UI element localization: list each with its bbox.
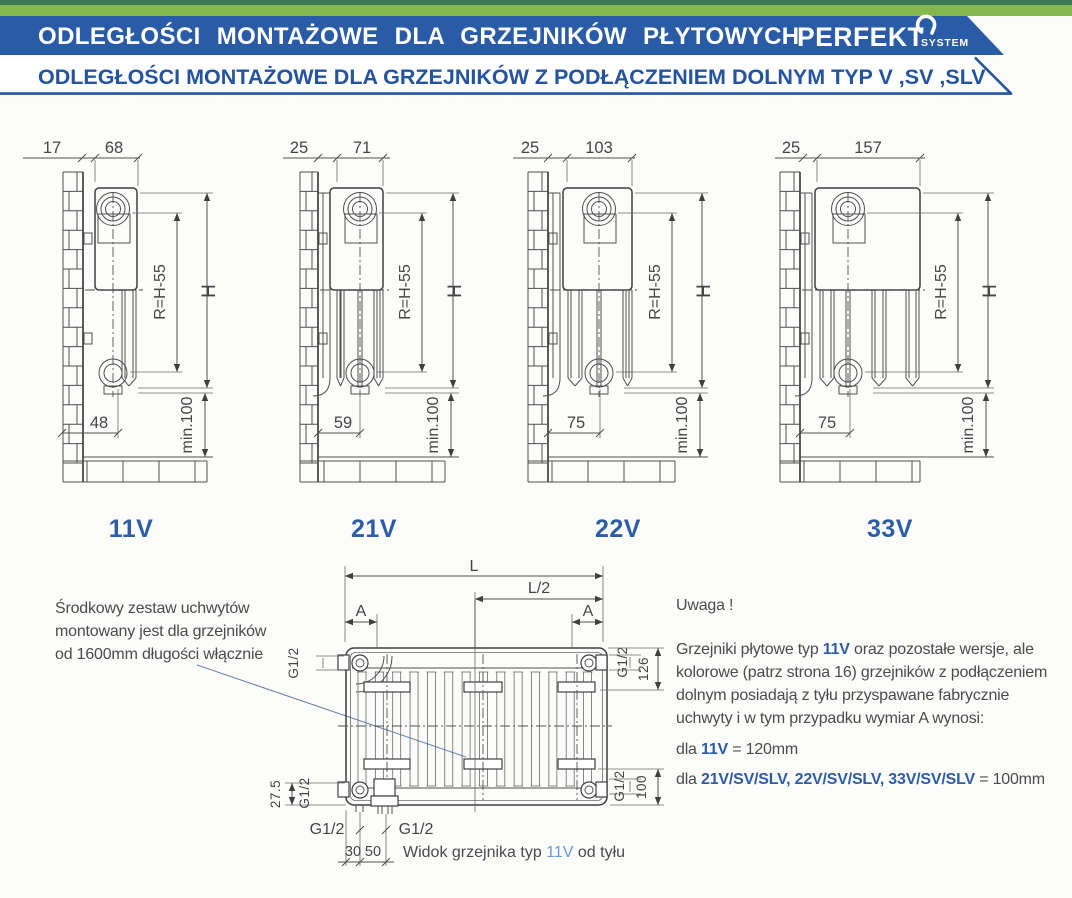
- dim-label: min.100: [179, 396, 196, 454]
- dimension-a-rule: [676, 768, 1068, 791]
- note-text: = 100mm: [974, 771, 1045, 788]
- dim-label: 25: [289, 139, 309, 157]
- dim-label: 25: [781, 139, 801, 157]
- note-paragraph-line: uchwyty i w tym przypadku wymiar A wynosi:: [676, 710, 985, 727]
- note-text: dla: [676, 771, 701, 788]
- rear-caption-type: 11V: [546, 844, 574, 861]
- dim-label: L: [469, 558, 479, 575]
- note-left-line: montowany jest dla grzejników: [55, 623, 267, 640]
- dim-label: 68: [104, 139, 124, 157]
- brand-logo: PERFEKT: [797, 22, 925, 52]
- dim-label: 103: [585, 139, 613, 157]
- dim-label: G1/2: [297, 777, 312, 809]
- dim-label: R=H-55: [647, 264, 664, 320]
- type-label: 22V: [595, 515, 641, 543]
- side-view-diagram-3: [775, 139, 1001, 543]
- dim-label: G1/2: [612, 770, 627, 802]
- dim-label: R=H-55: [152, 264, 169, 320]
- note-paragraph-line: kolorowe (patrz strona 16) grzejników z podłączeniem: [676, 664, 1048, 681]
- note-paragraph-line: [676, 638, 1068, 661]
- note-right: [676, 594, 1068, 791]
- dim-label: A: [355, 603, 367, 620]
- dim-label: 25: [520, 139, 540, 157]
- side-view-diagram-0: [23, 139, 220, 543]
- dim-label: G1/2: [615, 646, 630, 678]
- rear-caption: [403, 844, 625, 861]
- dim-label: R=H-55: [397, 264, 414, 320]
- dim-label: 100: [634, 774, 649, 800]
- type-highlight: 21V/SV/SLV, 22V/SV/SLV, 33V/SV/SLV: [701, 771, 975, 788]
- dim-label: 59: [333, 414, 353, 432]
- dim-label: 126: [636, 656, 651, 682]
- dim-label: 27.5: [268, 779, 283, 809]
- type-highlight: 11V: [822, 641, 850, 658]
- dim-label: H: [199, 284, 220, 298]
- dim-label: 75: [566, 414, 586, 432]
- dim-label: G1/2: [286, 647, 301, 679]
- note-left: [55, 597, 315, 666]
- dim-label: 50: [364, 844, 382, 860]
- dim-label: R=H-55: [933, 264, 950, 320]
- type-label: 21V: [351, 515, 397, 543]
- dim-label: min.100: [425, 396, 442, 454]
- dim-label: 48: [89, 414, 109, 432]
- dim-label: 17: [42, 139, 62, 157]
- dim-label: 157: [854, 139, 882, 157]
- dim-label: H: [694, 284, 715, 298]
- note-text: dla: [676, 741, 701, 758]
- rear-caption-suffix: od tyłu: [573, 844, 626, 861]
- side-view-diagram-1: [283, 139, 466, 543]
- rear-caption-prefix: Widok grzejnika typ: [403, 844, 547, 861]
- note-left-line: od 1600mm długości włącznie: [55, 646, 264, 663]
- note-title: Uwaga !: [676, 597, 734, 614]
- dim-label: G1/2: [398, 821, 434, 838]
- dim-label: 75: [817, 414, 837, 432]
- note-text: = 120mm: [728, 741, 798, 758]
- note-left-line: Środkowy zestaw uchwytów: [55, 600, 250, 617]
- type-highlight: 11V: [701, 741, 728, 758]
- subheader-title: ODLEGŁOŚCI MONTAŻOWE DLA GRZEJNIKÓW Z PODŁĄCZENIEM DOLNYM TYP V ,SV ,SLV: [38, 65, 986, 89]
- dimension-a-rule: [676, 738, 1068, 761]
- brand-logo-sub: SYSTEM: [921, 37, 969, 49]
- side-view-diagram-2: [513, 139, 715, 543]
- page-title: ODLEGŁOŚCI MONTAŻOWE DLA GRZEJNIKÓW PŁYTOWYCH: [38, 23, 800, 50]
- dim-label: A: [582, 603, 594, 620]
- note-text: oraz pozostałe wersje, ale: [849, 641, 1034, 658]
- dim-label: 30: [344, 844, 362, 860]
- note-paragraph-line: dolnym posiadają z tyłu przyspawane fabrycznie: [676, 687, 1010, 704]
- dim-label: min.100: [960, 396, 977, 454]
- dim-label: 71: [352, 139, 372, 157]
- type-label: 11V: [108, 515, 154, 543]
- dim-label: min.100: [674, 396, 691, 454]
- note-text: Grzejniki płytowe typ: [676, 641, 823, 658]
- dim-label: H: [980, 284, 1001, 298]
- dim-label: G1/2: [309, 821, 345, 838]
- type-label: 33V: [867, 515, 913, 543]
- dim-label: H: [445, 284, 466, 298]
- dim-label: L/2: [527, 580, 551, 597]
